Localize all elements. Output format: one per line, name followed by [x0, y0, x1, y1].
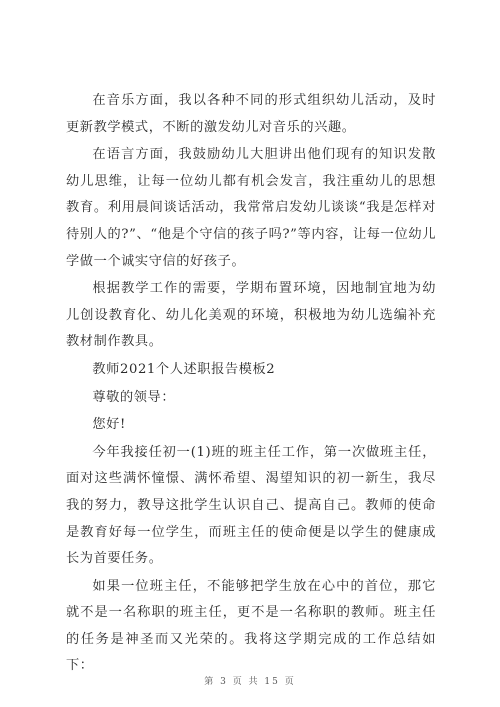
section-heading: 教师2021个人述职报告模板2	[92, 361, 276, 377]
paragraph-music: 在音乐方面，我以各种不同的形式组织幼儿活动，及时更新教学模式，不断的激发幼儿对音乐的兴趣。	[66, 93, 436, 135]
paragraph-environment: 根据教学工作的需要，学期布置环境，因地制宜地为幼儿创设教育化、幼儿化美观的环境，积极地为幼儿选编补充教材制作教具。	[66, 281, 436, 350]
paragraph-class-teacher: 今年我接任初一(1)班的班主任工作，第一次做班主任，面对这些满怀憧憬、满怀希望、渴望知识的初一新生，我尽我的努力，教导这批学生认识自己、提高自己。教师的使命是教育好每一位学生，而班主任的使命便是以学生的健康成长为首要任务。	[66, 444, 436, 567]
document-body	[66, 88, 436, 681]
paragraph-duty: 如果一位班主任，不能够把学生放在心中的首位，那它就不是一名称职的班主任，更不是一名称职的教师。班主任的任务是神圣而又光荣的。我将这学期完成的工作总结如下：	[66, 578, 436, 674]
page-number-footer: 第 3 页 共 15 页	[204, 677, 296, 687]
greeting: 您好!	[92, 417, 126, 433]
salutation: 尊敬的领导：	[92, 389, 176, 405]
paragraph-language: 在语言方面，我鼓励幼儿大胆讲出他们现有的知识发散幼儿思维，让每一位幼儿都有机会发言，我注重幼儿的思想教育。利用晨间谈话活动，我常常启发幼儿谈谈“我是怎样对待别人的?”、“他是个守信的孩子吗?”等内容，让每一位幼儿学做一个诚实守信的好孩子。	[66, 147, 436, 269]
